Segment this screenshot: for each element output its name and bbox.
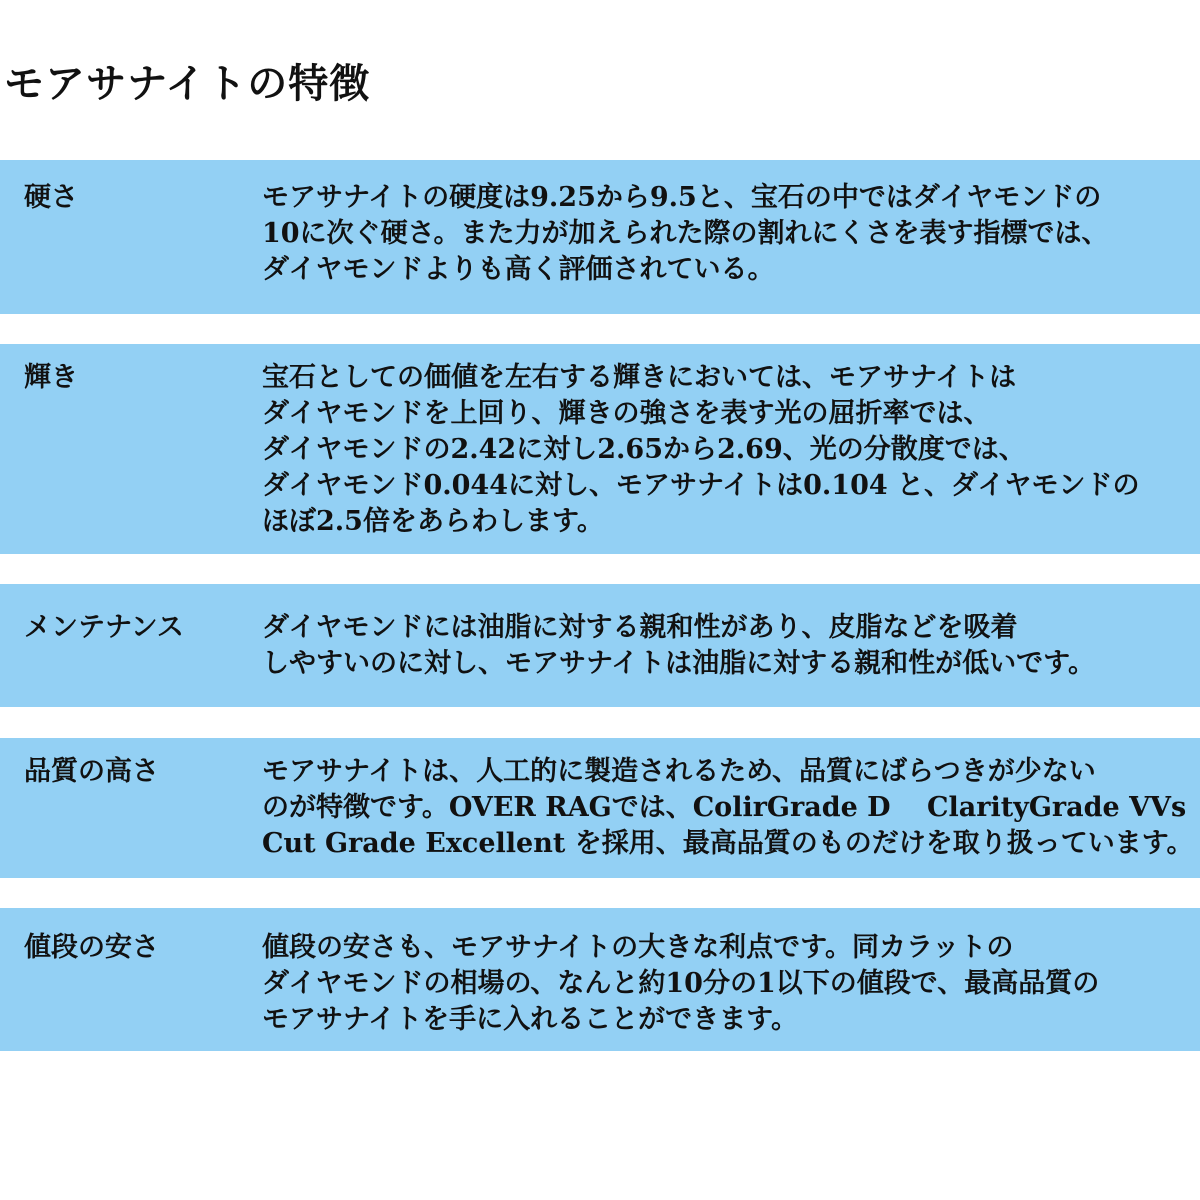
feature-description: ダイヤモンドには油脂に対する親和性があり、皮脂などを吸着 しやすいのに対し、モアサナイトは油脂に対する親和性が低いです。 (262, 612, 1095, 679)
feature-row-price (0, 908, 1200, 1051)
feature-label: 輝き (24, 362, 78, 393)
feature-row-hardness (0, 160, 1200, 314)
page-title: モアサナイトの特徴 (4, 60, 371, 107)
feature-row-maintenance (0, 584, 1200, 707)
feature-row-brilliance (0, 344, 1200, 554)
feature-description: 値段の安さも、モアサナイトの大きな利点です。同カラットの ダイヤモンドの相場の、なんと約10分の1以下の値段で、最高品質の モアサナイトを手に入れることができます。 (262, 932, 1100, 1035)
feature-label: 値段の安さ (24, 932, 159, 963)
feature-label: 品質の高さ (24, 756, 159, 787)
feature-row-quality (0, 738, 1200, 878)
feature-label: 硬さ (24, 182, 78, 213)
feature-description: モアサナイトの硬度は9.25から9.5と、宝石の中ではダイヤモンドの 10に次ぐ硬さ。また力が加えられた際の割れにくさを表す指標では、 ダイヤモンドよりも高く評価されている。 (262, 182, 1109, 285)
feature-description: モアサナイトは、人工的に製造されるため、品質にばらつきが少ない のが特徴です。OVER RAGでは、ColirGrade D ClarityGrade VVs Cut Grade Excellent を採用、最高品質のものだけを取り扱っています。 (262, 756, 1194, 859)
feature-label: メンテナンス (24, 612, 184, 643)
feature-description: 宝石としての価値を左右する輝きにおいては、モアサナイトは ダイヤモンドを上回り、輝きの強さを表す光の屈折率では、 ダイヤモンドの2.42に対し2.65から2.69、光の分散度では、 ダイヤモンド0.044に対し、モアサナイトは0.104 と、ダイヤモンドの ほぼ2.5倍をあらわします。 (262, 362, 1140, 537)
